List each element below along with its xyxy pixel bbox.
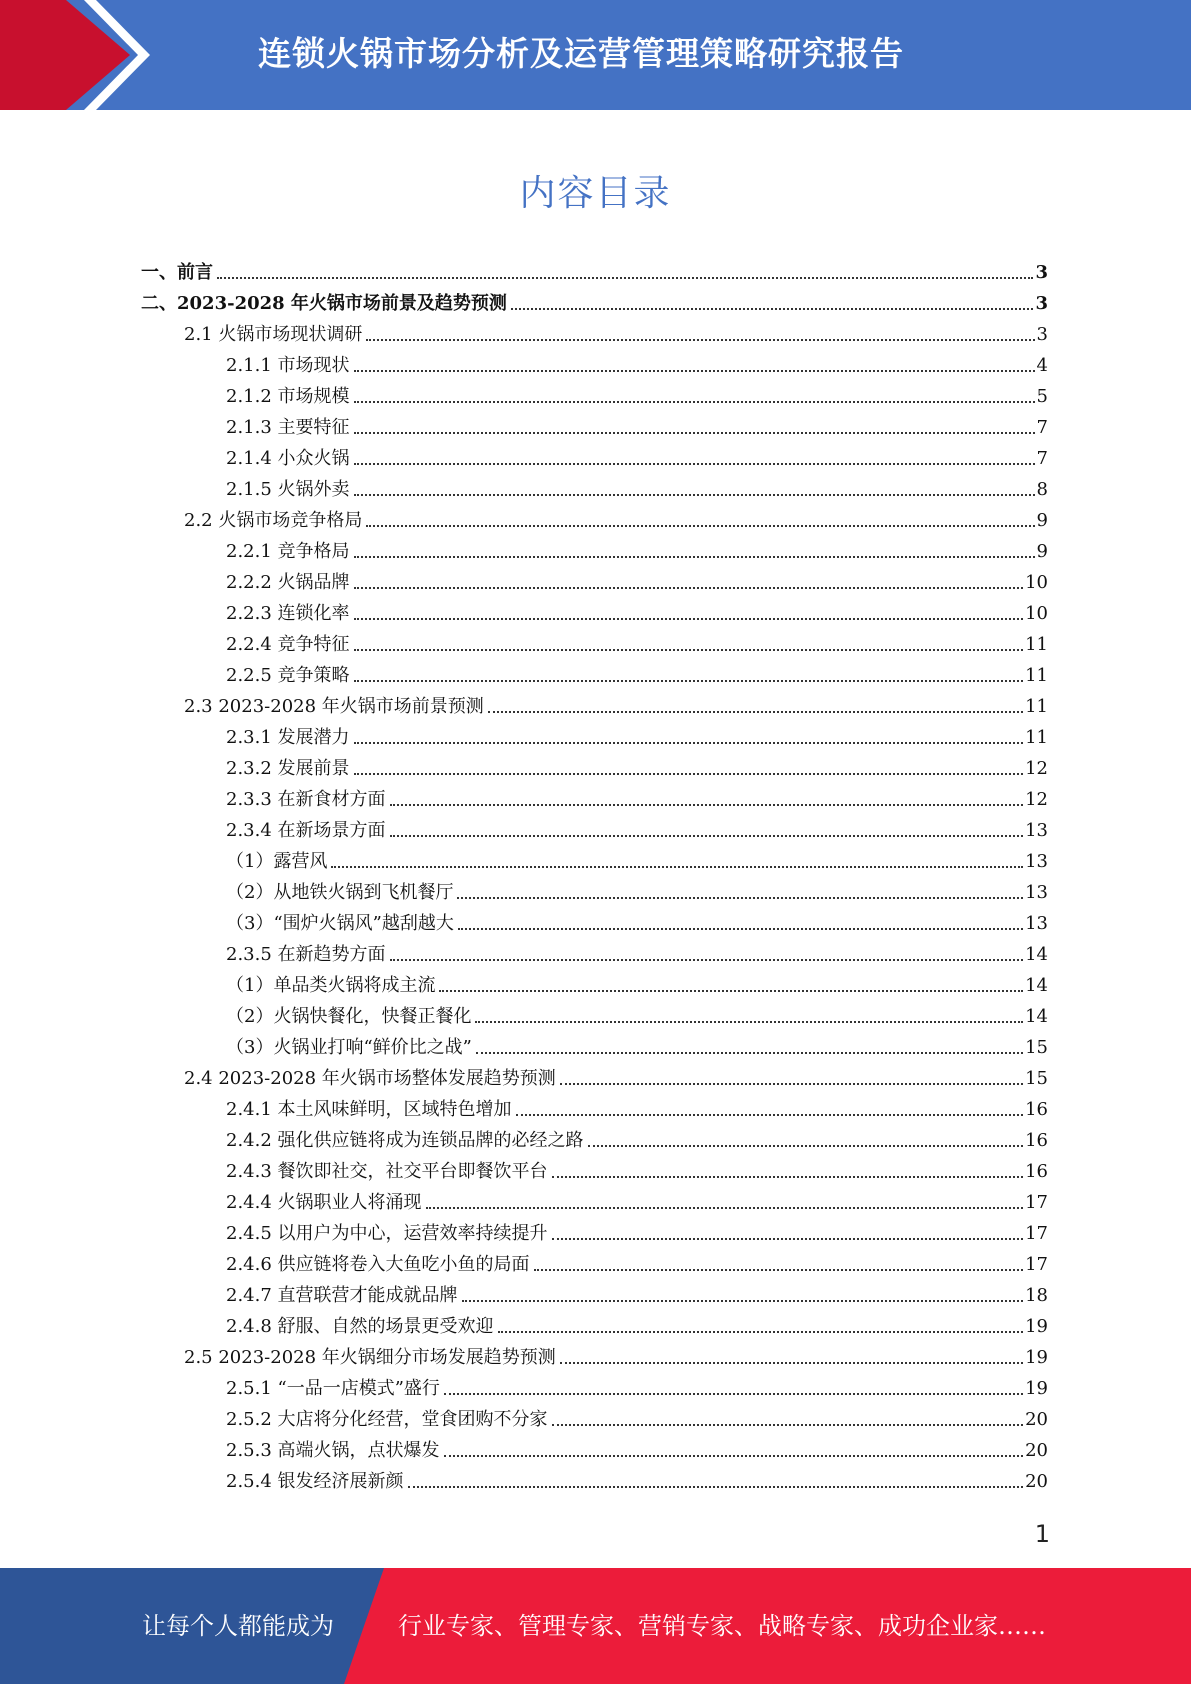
toc-heading: 内容目录 (519, 173, 672, 214)
dot-leader (476, 1052, 1023, 1054)
toc-entry[interactable] (226, 346, 1048, 377)
toc-entry-page: 11 (1025, 696, 1048, 717)
toc-entry[interactable] (226, 408, 1048, 439)
toc-entry[interactable] (226, 656, 1048, 687)
toc-entry-page: 20 (1025, 1440, 1048, 1461)
toc-entry[interactable] (226, 1462, 1048, 1493)
toc-entry[interactable] (226, 842, 1048, 873)
toc-entry[interactable] (226, 1090, 1048, 1121)
toc-entry[interactable] (226, 1400, 1048, 1431)
toc-entry-title: 2.4.3 餐饮即社交，社交平台即餐饮平台 (226, 1161, 548, 1182)
toc-entry[interactable] (226, 997, 1048, 1028)
dot-leader (552, 1238, 1024, 1240)
toc-entry[interactable] (226, 1214, 1048, 1245)
toc-entry-title: 2.5.4 银发经济展新颜 (226, 1471, 404, 1492)
toc-entry[interactable] (226, 749, 1048, 780)
toc-entry-page: 20 (1025, 1471, 1048, 1492)
toc-entry[interactable] (141, 284, 1048, 315)
dot-leader (366, 525, 1034, 527)
toc-entry-title: 2.4 2023-2028 年火锅市场整体发展趋势预测 (184, 1068, 556, 1089)
dot-leader (354, 742, 1024, 744)
toc-entry-title: 二、2023-2028 年火锅市场前景及趋势预测 (141, 293, 507, 314)
toc-entry-page: 19 (1025, 1378, 1048, 1399)
toc-entry-title: 一、前言 (141, 262, 213, 283)
dot-leader (516, 1114, 1024, 1116)
toc-entry-page: 5 (1036, 386, 1048, 407)
dot-leader (488, 711, 1023, 713)
dot-leader (408, 1486, 1024, 1488)
toc-entry[interactable] (226, 1183, 1048, 1214)
toc-entry-title: 2.2.5 竞争策略 (226, 665, 350, 686)
toc-entry-page: 20 (1025, 1409, 1048, 1430)
toc-entry-page: 13 (1025, 913, 1048, 934)
toc-entry[interactable] (226, 966, 1048, 997)
toc-entry-page: 14 (1025, 975, 1048, 996)
dot-leader (354, 463, 1035, 465)
dot-leader (354, 587, 1024, 589)
toc-entry-title: 2.4.1 本土风味鲜明，区域特色增加 (226, 1099, 512, 1120)
toc-entry[interactable] (226, 1152, 1048, 1183)
toc-entry[interactable] (226, 904, 1048, 935)
footer-slogan-left: 让每个人都能成为 (142, 1612, 334, 1640)
header-banner (0, 0, 1191, 110)
dot-leader (331, 866, 1023, 868)
dot-leader (511, 308, 1034, 310)
toc-entry[interactable] (226, 1245, 1048, 1276)
toc-entry-title: （2）火锅快餐化，快餐正餐化 (226, 1006, 472, 1027)
toc-entry[interactable] (226, 470, 1048, 501)
toc-entry-page: 13 (1025, 851, 1048, 872)
toc-entry-page: 10 (1025, 572, 1048, 593)
toc-entry[interactable] (226, 594, 1048, 625)
dot-leader (439, 990, 1023, 992)
toc-entry-page: 16 (1025, 1099, 1048, 1120)
toc-entry-page: 11 (1025, 634, 1048, 655)
toc-entry-title: 2.2.1 竞争格局 (226, 541, 350, 562)
toc-entry-title: 2.1.2 市场规模 (226, 386, 350, 407)
toc-entry-title: 2.1.3 主要特征 (226, 417, 350, 438)
toc-entry-page: 9 (1036, 510, 1048, 531)
dot-leader (552, 1424, 1024, 1426)
toc-entry[interactable] (184, 687, 1048, 718)
toc-entry[interactable] (226, 1307, 1048, 1338)
toc-entry-page: 15 (1025, 1068, 1048, 1089)
dot-leader (588, 1145, 1024, 1147)
toc-entry[interactable] (226, 1028, 1048, 1059)
toc-entry-page: 16 (1025, 1130, 1048, 1151)
toc-entry[interactable] (141, 253, 1048, 284)
dot-leader (354, 432, 1035, 434)
dot-leader (426, 1207, 1024, 1209)
dot-leader (457, 897, 1023, 899)
toc-entry-title: （1）露营风 (226, 851, 328, 872)
dot-leader (366, 339, 1034, 341)
toc-entry[interactable] (226, 718, 1048, 749)
toc-entry-page: 3 (1035, 262, 1048, 283)
toc-entry[interactable] (226, 563, 1048, 594)
toc-entry[interactable] (226, 532, 1048, 563)
toc-entry[interactable] (184, 315, 1048, 346)
footer-slogan-right: 行业专家、管理专家、营销专家、战略专家、成功企业家…… (398, 1612, 1046, 1640)
toc-entry-page: 11 (1025, 727, 1048, 748)
toc-entry[interactable] (226, 1369, 1048, 1400)
dot-leader (390, 804, 1024, 806)
dot-leader (498, 1331, 1024, 1333)
toc-entry-title: 2.5.2 大店将分化经营，堂食团购不分家 (226, 1409, 548, 1430)
toc-entry[interactable] (226, 873, 1048, 904)
toc-entry-page: 19 (1025, 1347, 1048, 1368)
toc-entry-page: 12 (1025, 789, 1048, 810)
toc-entry-title: 2.4.6 供应链将卷入大鱼吃小鱼的局面 (226, 1254, 530, 1275)
toc-entry-page: 12 (1025, 758, 1048, 779)
toc-entry-page: 10 (1025, 603, 1048, 624)
toc-entry-page: 17 (1025, 1192, 1048, 1213)
dot-leader (354, 680, 1024, 682)
toc-entry-title: 2.2.3 连锁化率 (226, 603, 350, 624)
toc-entry-title: 2.1.5 火锅外卖 (226, 479, 350, 500)
dot-leader (534, 1269, 1024, 1271)
toc-entry-page: 15 (1025, 1037, 1048, 1058)
toc-entry-page: 7 (1036, 448, 1048, 469)
toc-entry-title: 2.1.4 小众火锅 (226, 448, 350, 469)
toc-entry-page: 19 (1025, 1316, 1048, 1337)
toc-entry-title: 2.1 火锅市场现状调研 (184, 324, 363, 345)
dot-leader (444, 1455, 1024, 1457)
toc-entry-page: 13 (1025, 882, 1048, 903)
toc-entry-title: 2.3.4 在新场景方面 (226, 820, 386, 841)
toc-entry-title: （3）火锅业打响“鲜价比之战” (226, 1037, 472, 1058)
dot-leader (217, 277, 1033, 279)
toc-entry-title: 2.3.2 发展前景 (226, 758, 350, 779)
toc-entry-page: 11 (1025, 665, 1048, 686)
dot-leader (560, 1362, 1023, 1364)
toc-entry[interactable] (226, 439, 1048, 470)
toc-entry-page: 14 (1025, 944, 1048, 965)
report-title: 连锁火锅市场分析及运营管理策略研究报告 (258, 34, 904, 73)
toc-entry-page: 17 (1025, 1223, 1048, 1244)
toc-entry-title: 2.2.4 竞争特征 (226, 634, 350, 655)
toc-entry-page: 8 (1036, 479, 1048, 500)
toc-entry[interactable] (226, 625, 1048, 656)
dot-leader (354, 773, 1024, 775)
toc-entry-title: 2.3.3 在新食材方面 (226, 789, 386, 810)
toc-entry-page: 4 (1036, 355, 1048, 376)
toc-entry[interactable] (226, 1276, 1048, 1307)
dot-leader (560, 1083, 1023, 1085)
dot-leader (354, 494, 1035, 496)
toc-entry-title: （1）单品类火锅将成主流 (226, 975, 436, 996)
toc-entry[interactable] (184, 1338, 1048, 1369)
toc-entry-page: 14 (1025, 1006, 1048, 1027)
toc-entry[interactable] (226, 1121, 1048, 1152)
toc-entry-page: 9 (1036, 541, 1048, 562)
toc-entry-page: 3 (1036, 324, 1048, 345)
toc-entry-title: 2.5 2023-2028 年火锅细分市场发展趋势预测 (184, 1347, 556, 1368)
chevron-logo-icon (0, 0, 160, 110)
toc-entry-title: （3）“围炉火锅风”越刮越大 (226, 913, 454, 934)
dot-leader (390, 835, 1024, 837)
toc-entry-title: 2.4.4 火锅职业人将涌现 (226, 1192, 422, 1213)
toc-entry[interactable] (226, 1431, 1048, 1462)
toc-entry-page: 16 (1025, 1161, 1048, 1182)
toc-entry-title: 2.3.5 在新趋势方面 (226, 944, 386, 965)
toc-entry-title: 2.4.5 以用户为中心，运营效率持续提升 (226, 1223, 548, 1244)
toc-entry-title: 2.4.2 强化供应链将成为连锁品牌的必经之路 (226, 1130, 584, 1151)
toc-entry-title: 2.2 火锅市场竞争格局 (184, 510, 363, 531)
toc-entry-title: 2.3 2023-2028 年火锅市场前景预测 (184, 696, 484, 717)
toc-entry-page: 18 (1025, 1285, 1048, 1306)
toc-entry[interactable] (226, 780, 1048, 811)
toc-entry-title: 2.4.8 舒服、自然的场景更受欢迎 (226, 1316, 494, 1337)
dot-leader (354, 556, 1035, 558)
page-number: 1 (1034, 1520, 1050, 1548)
dot-leader (475, 1021, 1023, 1023)
dot-leader (552, 1176, 1024, 1178)
toc-entry-title: （2）从地铁火锅到飞机餐厅 (226, 882, 454, 903)
dot-leader (390, 959, 1024, 961)
toc-entry-title: 2.5.3 高端火锅，点状爆发 (226, 1440, 440, 1461)
toc-entry[interactable] (226, 935, 1048, 966)
toc-entry-title: 2.1.1 市场现状 (226, 355, 350, 376)
footer-banner (0, 1568, 1191, 1684)
toc-entry-page: 13 (1025, 820, 1048, 841)
toc-entry-title: 2.4.7 直营联营才能成就品牌 (226, 1285, 458, 1306)
toc-entry[interactable] (184, 501, 1048, 532)
toc-entry-title: 2.2.2 火锅品牌 (226, 572, 350, 593)
dot-leader (458, 928, 1023, 930)
toc-entry[interactable] (184, 1059, 1048, 1090)
dot-leader (444, 1393, 1023, 1395)
toc-entry-title: 2.5.1 “一品一店模式”盛行 (226, 1378, 440, 1399)
toc-entry[interactable] (226, 377, 1048, 408)
dot-leader (354, 649, 1024, 651)
toc-entry-title: 2.3.1 发展潜力 (226, 727, 350, 748)
dot-leader (462, 1300, 1024, 1302)
dot-leader (354, 370, 1035, 372)
toc-entry-page: 3 (1035, 293, 1048, 314)
toc-entry-page: 17 (1025, 1254, 1048, 1275)
dot-leader (354, 618, 1024, 620)
toc-entry-page: 7 (1036, 417, 1048, 438)
toc-entry[interactable] (226, 811, 1048, 842)
dot-leader (354, 401, 1035, 403)
